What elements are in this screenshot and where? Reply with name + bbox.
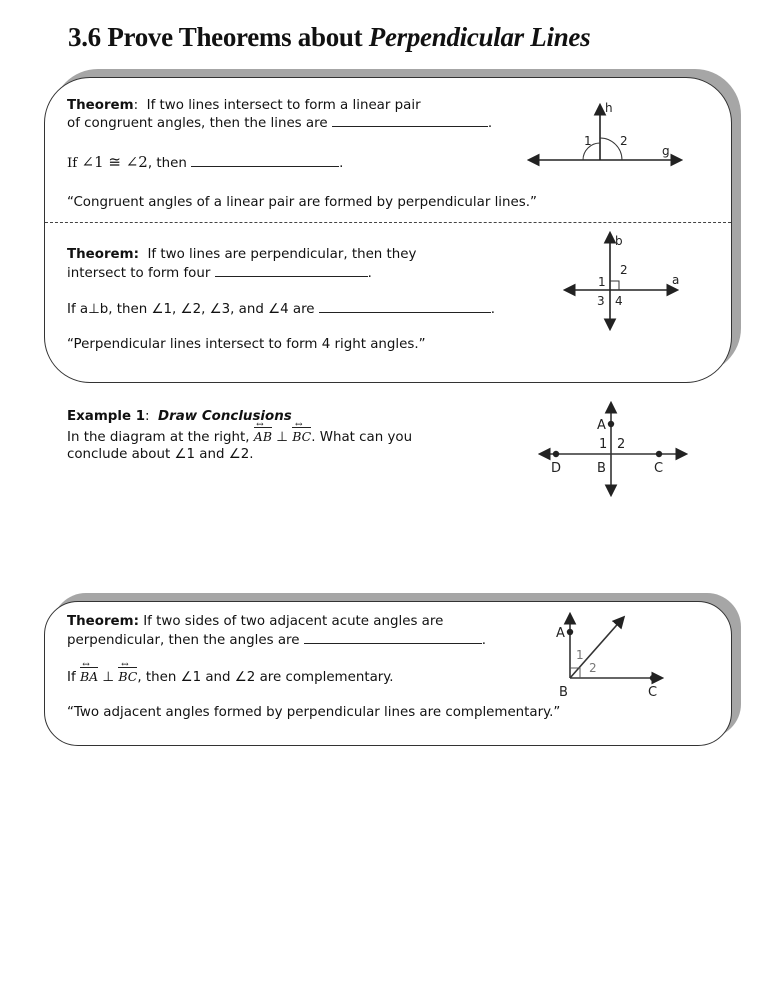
point-A	[608, 421, 614, 427]
title-text-italic: Perpendicular Lines	[368, 22, 591, 52]
ray-BC: BC ↔	[118, 668, 137, 685]
point-C	[656, 451, 662, 457]
example1-subtitle: Draw Conclusions	[158, 409, 292, 424]
ray-BA: BA ↔	[80, 668, 98, 685]
label-angle1: 1	[576, 648, 584, 662]
complementary-angles-diagram	[545, 610, 675, 710]
label-angle2: 2	[620, 134, 628, 148]
label-b: b	[615, 234, 623, 248]
label-g: g	[662, 144, 670, 158]
theorem3-quote: “Two adjacent angles formed by perpendicular lines are complementary.”	[67, 705, 561, 720]
answer-blank-5[interactable]	[304, 631, 482, 644]
label-angle3: 3	[597, 294, 605, 308]
point-C	[650, 675, 656, 681]
point-A	[567, 629, 573, 635]
label-angle2: 2	[620, 263, 628, 277]
theorem1-line2: of congruent angles, then the lines are .	[67, 116, 493, 131]
section-number: 3.6	[68, 22, 101, 52]
label-angle2: 2	[589, 661, 597, 675]
label-angle2: 2	[617, 437, 626, 452]
theorem2-quote: “Perpendicular lines intersect to form 4 right angles.”	[67, 337, 426, 352]
angle-congruence-math: ∠1 ≅ ∠2	[81, 153, 148, 171]
label-angle1: 1	[599, 437, 608, 452]
page-title	[68, 22, 590, 53]
answer-blank-1[interactable]	[332, 114, 488, 127]
answer-blank-2[interactable]	[191, 154, 339, 167]
theorem2-line2: intersect to form four .	[67, 266, 372, 281]
theorem2-label: Theorem:	[67, 247, 139, 262]
example1-line1: In the diagram at the right, AB ↔ ⊥ BC ↔. What can you	[67, 428, 412, 446]
theorem2-line1: Theorem: If two lines are perpendicular, then they	[67, 247, 417, 262]
line-AB: AB ↔	[254, 428, 272, 445]
section-divider	[45, 222, 731, 223]
theorem1-if-line: If ∠1 ≅ ∠2, then .	[67, 153, 344, 171]
theorem1-text-line1: If two lines intersect to form a linear pair	[146, 98, 421, 113]
example1-line2: conclude about ∠1 and ∠2.	[67, 447, 254, 462]
perpendicular-lines-diagram	[560, 228, 690, 328]
linear-pair-diagram	[520, 100, 710, 170]
title-text: Prove Theorems about	[107, 22, 363, 52]
theorem3-if-line: If BA ↔ ⊥ BC ↔, then ∠1 and ∠2 are complementary.	[67, 668, 394, 686]
label-a: a	[672, 273, 680, 287]
label-A: A	[556, 626, 565, 641]
line-BC: BC ↔	[292, 428, 311, 445]
example1-label: Example 1	[67, 409, 146, 424]
theorem1-line1: Theorem: If two lines intersect to form a linear pair	[67, 98, 421, 113]
label-angle4: 4	[615, 294, 623, 308]
label-h: h	[605, 101, 613, 115]
label-angle1: 1	[598, 275, 606, 289]
answer-blank-3[interactable]	[215, 264, 368, 277]
example1-diagram	[535, 402, 695, 502]
theorem1-quote: “Congruent angles of a linear pair are formed by perpendicular lines.”	[67, 195, 537, 210]
theorem3-line2: perpendicular, then the angles are .	[67, 633, 487, 648]
label-B: B	[597, 461, 606, 476]
label-A: A	[597, 418, 606, 433]
label-C: C	[648, 685, 658, 700]
label-B: B	[559, 685, 568, 700]
example1-heading: Example 1: Draw Conclusions	[67, 409, 292, 424]
theorem3-label: Theorem:	[67, 614, 139, 629]
theorem1-label: Theorem	[67, 98, 134, 113]
theorem2-if-line: If a⊥b, then ∠1, ∠2, ∠3, and ∠4 are .	[67, 302, 496, 317]
point-D	[553, 451, 559, 457]
theorem3-line1: Theorem: If two sides of two adjacent acute angles are	[67, 614, 444, 629]
answer-blank-4[interactable]	[319, 300, 491, 313]
label-angle1: 1	[584, 134, 592, 148]
label-D: D	[551, 461, 562, 476]
label-C: C	[654, 461, 664, 476]
